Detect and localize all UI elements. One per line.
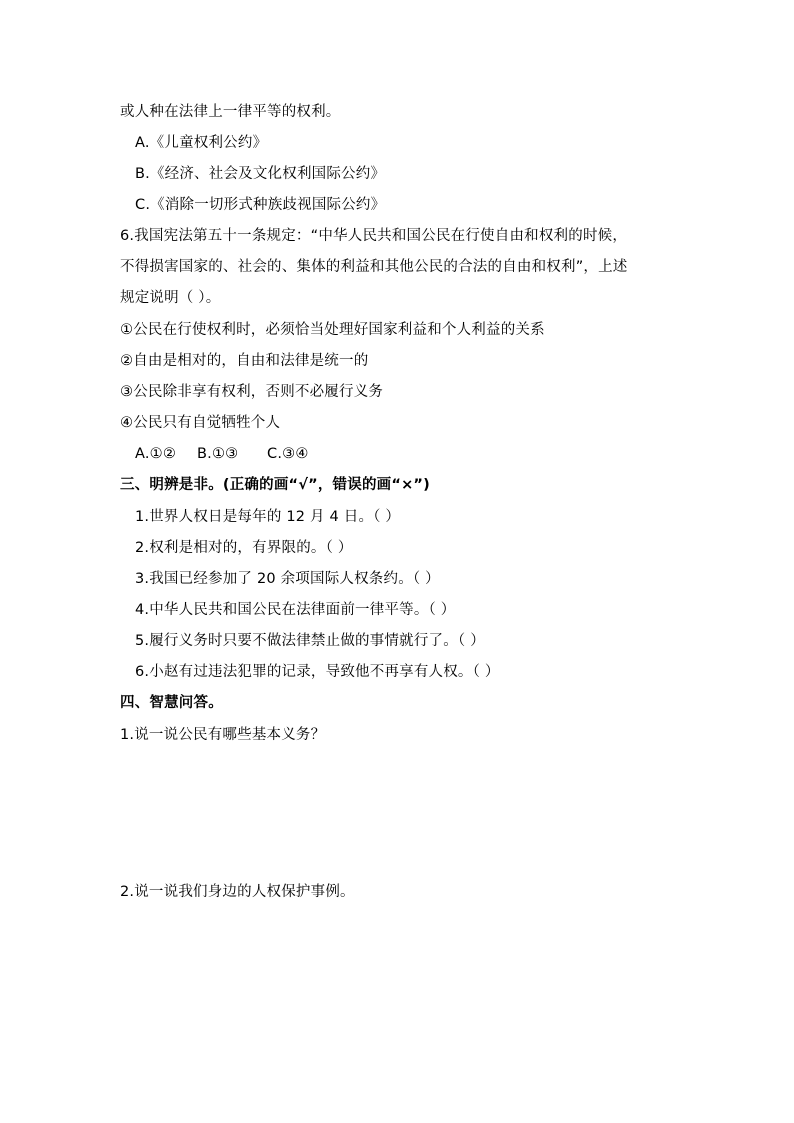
- q6-statement-4: ④公民只有自觉牺牲个人: [120, 415, 281, 431]
- q6-option-c: C.③④: [267, 446, 309, 462]
- q6-line-3: 规定说明（ ）。: [120, 290, 221, 306]
- q5-option-c: C.《消除一切形式种族歧视国际公约》: [135, 197, 386, 213]
- q6-option-b: B.①③: [197, 446, 239, 462]
- q5-option-a: A.《儿童权利公约》: [135, 135, 268, 151]
- section3-title: 三、明辨是非。(正确的画“√”，错误的画“×”): [120, 477, 430, 493]
- q6-statement-2: ②自由是相对的，自由和法律是统一的: [120, 353, 369, 369]
- section4-title: 四、智慧问答。: [120, 695, 223, 711]
- q5-option-b: B.《经济、社会及文化权利国际公约》: [135, 166, 386, 182]
- section3-item-3: 3.我国已经参加了 20 余项国际人权条约。（ ）: [135, 571, 440, 587]
- q6-statement-1: ①公民在行使权利时，必须恰当处理好国家利益和个人利益的关系: [120, 322, 545, 338]
- q6-options-row: [135, 444, 309, 464]
- section3-item-1: 1.世界人权日是每年的 12 月 4 日。（ ）: [135, 509, 401, 525]
- q6-line-1: 6.我国宪法第五十一条规定：“中华人民共和国公民在行使自由和权利的时候，: [120, 228, 628, 244]
- q6-statement-3: ③公民除非享有权利，否则不必履行义务: [120, 384, 384, 400]
- section3-item-5: 5.履行义务时只要不做法律禁止做的事情就行了。（ ）: [135, 633, 485, 649]
- section3-item-4: 4.中华人民共和国公民在法律面前一律平等。（ ）: [135, 602, 456, 618]
- q6-line-2: 不得损害国家的、社会的、集体的利益和其他公民的合法的自由和权利”，上述: [120, 259, 628, 275]
- section3-item-6: 6.小赵有过违法犯罪的记录，导致他不再享有人权。（ ）: [135, 664, 500, 680]
- q6-option-a: A.①②: [135, 446, 177, 462]
- section4-question-1: 1.说一说公民有哪些基本义务？: [120, 727, 326, 743]
- section3-item-2: 2.权利是相对的，有界限的。（ ）: [135, 540, 353, 556]
- q5-continuation: 或人种在法律上一律平等的权利。: [120, 104, 341, 120]
- section4-question-2: 2.说一说我们身边的人权保护事例。: [120, 884, 355, 900]
